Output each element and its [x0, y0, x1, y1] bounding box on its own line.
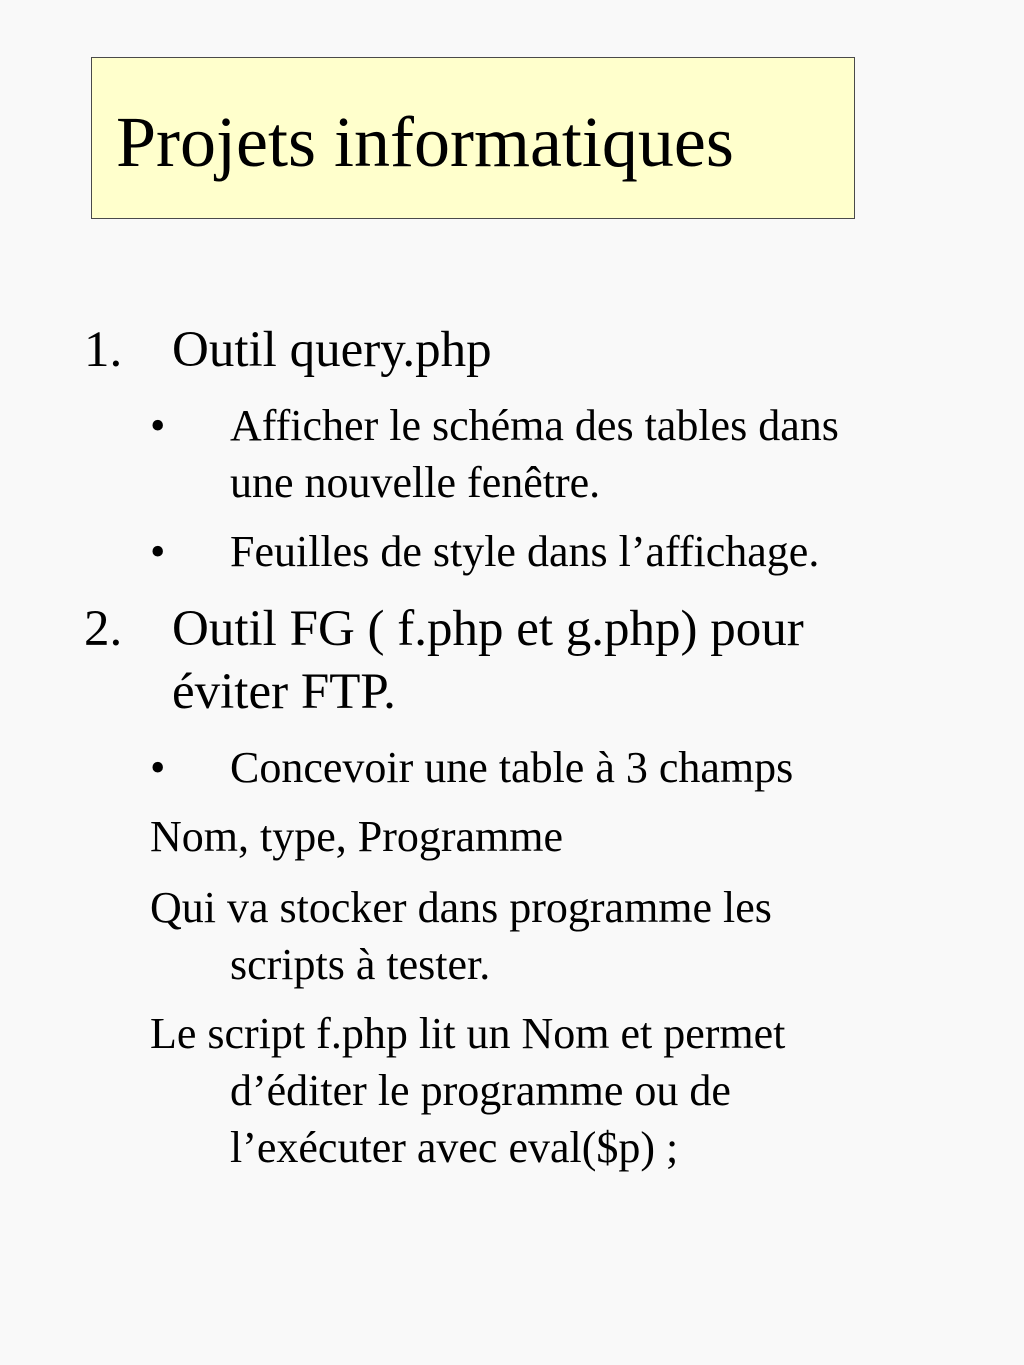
item-2-line-1: Outil FG ( f.php et g.php) pour [172, 601, 804, 657]
bullet-2-line-1: Feuilles de style dans l’affichage. [230, 527, 820, 576]
paragraph-script-line-1: Le script f.php lit un Nom et permet [150, 1009, 786, 1058]
bullet-3: • [150, 743, 166, 792]
item-2-line-2: éviter FTP. [172, 664, 396, 720]
item-1-line-1: Outil query.php [172, 322, 492, 378]
bullet-1: • [150, 401, 166, 450]
paragraph-script-line-3: l’exécuter avec eval($p) ; [230, 1123, 679, 1172]
paragraph-script-line-2: d’éditer le programme ou de [230, 1066, 731, 1115]
paragraph-fields-line-1: Nom, type, Programme [150, 812, 564, 861]
item-number-1: 1. [84, 322, 123, 378]
bullet-1-line-1: Afficher le schéma des tables dans [230, 401, 839, 450]
bullet-2: • [150, 527, 166, 576]
bullet-3-line-1: Concevoir une table à 3 champs [230, 743, 794, 792]
slide-title: Projets informatiques [116, 102, 734, 182]
item-number-2: 2. [84, 601, 123, 657]
bullet-1-line-2: une nouvelle fenêtre. [230, 458, 601, 507]
paragraph-storage-line-1: Qui va stocker dans programme les [150, 883, 772, 932]
paragraph-storage-line-2: scripts à tester. [230, 940, 491, 989]
title-box [91, 57, 855, 219]
